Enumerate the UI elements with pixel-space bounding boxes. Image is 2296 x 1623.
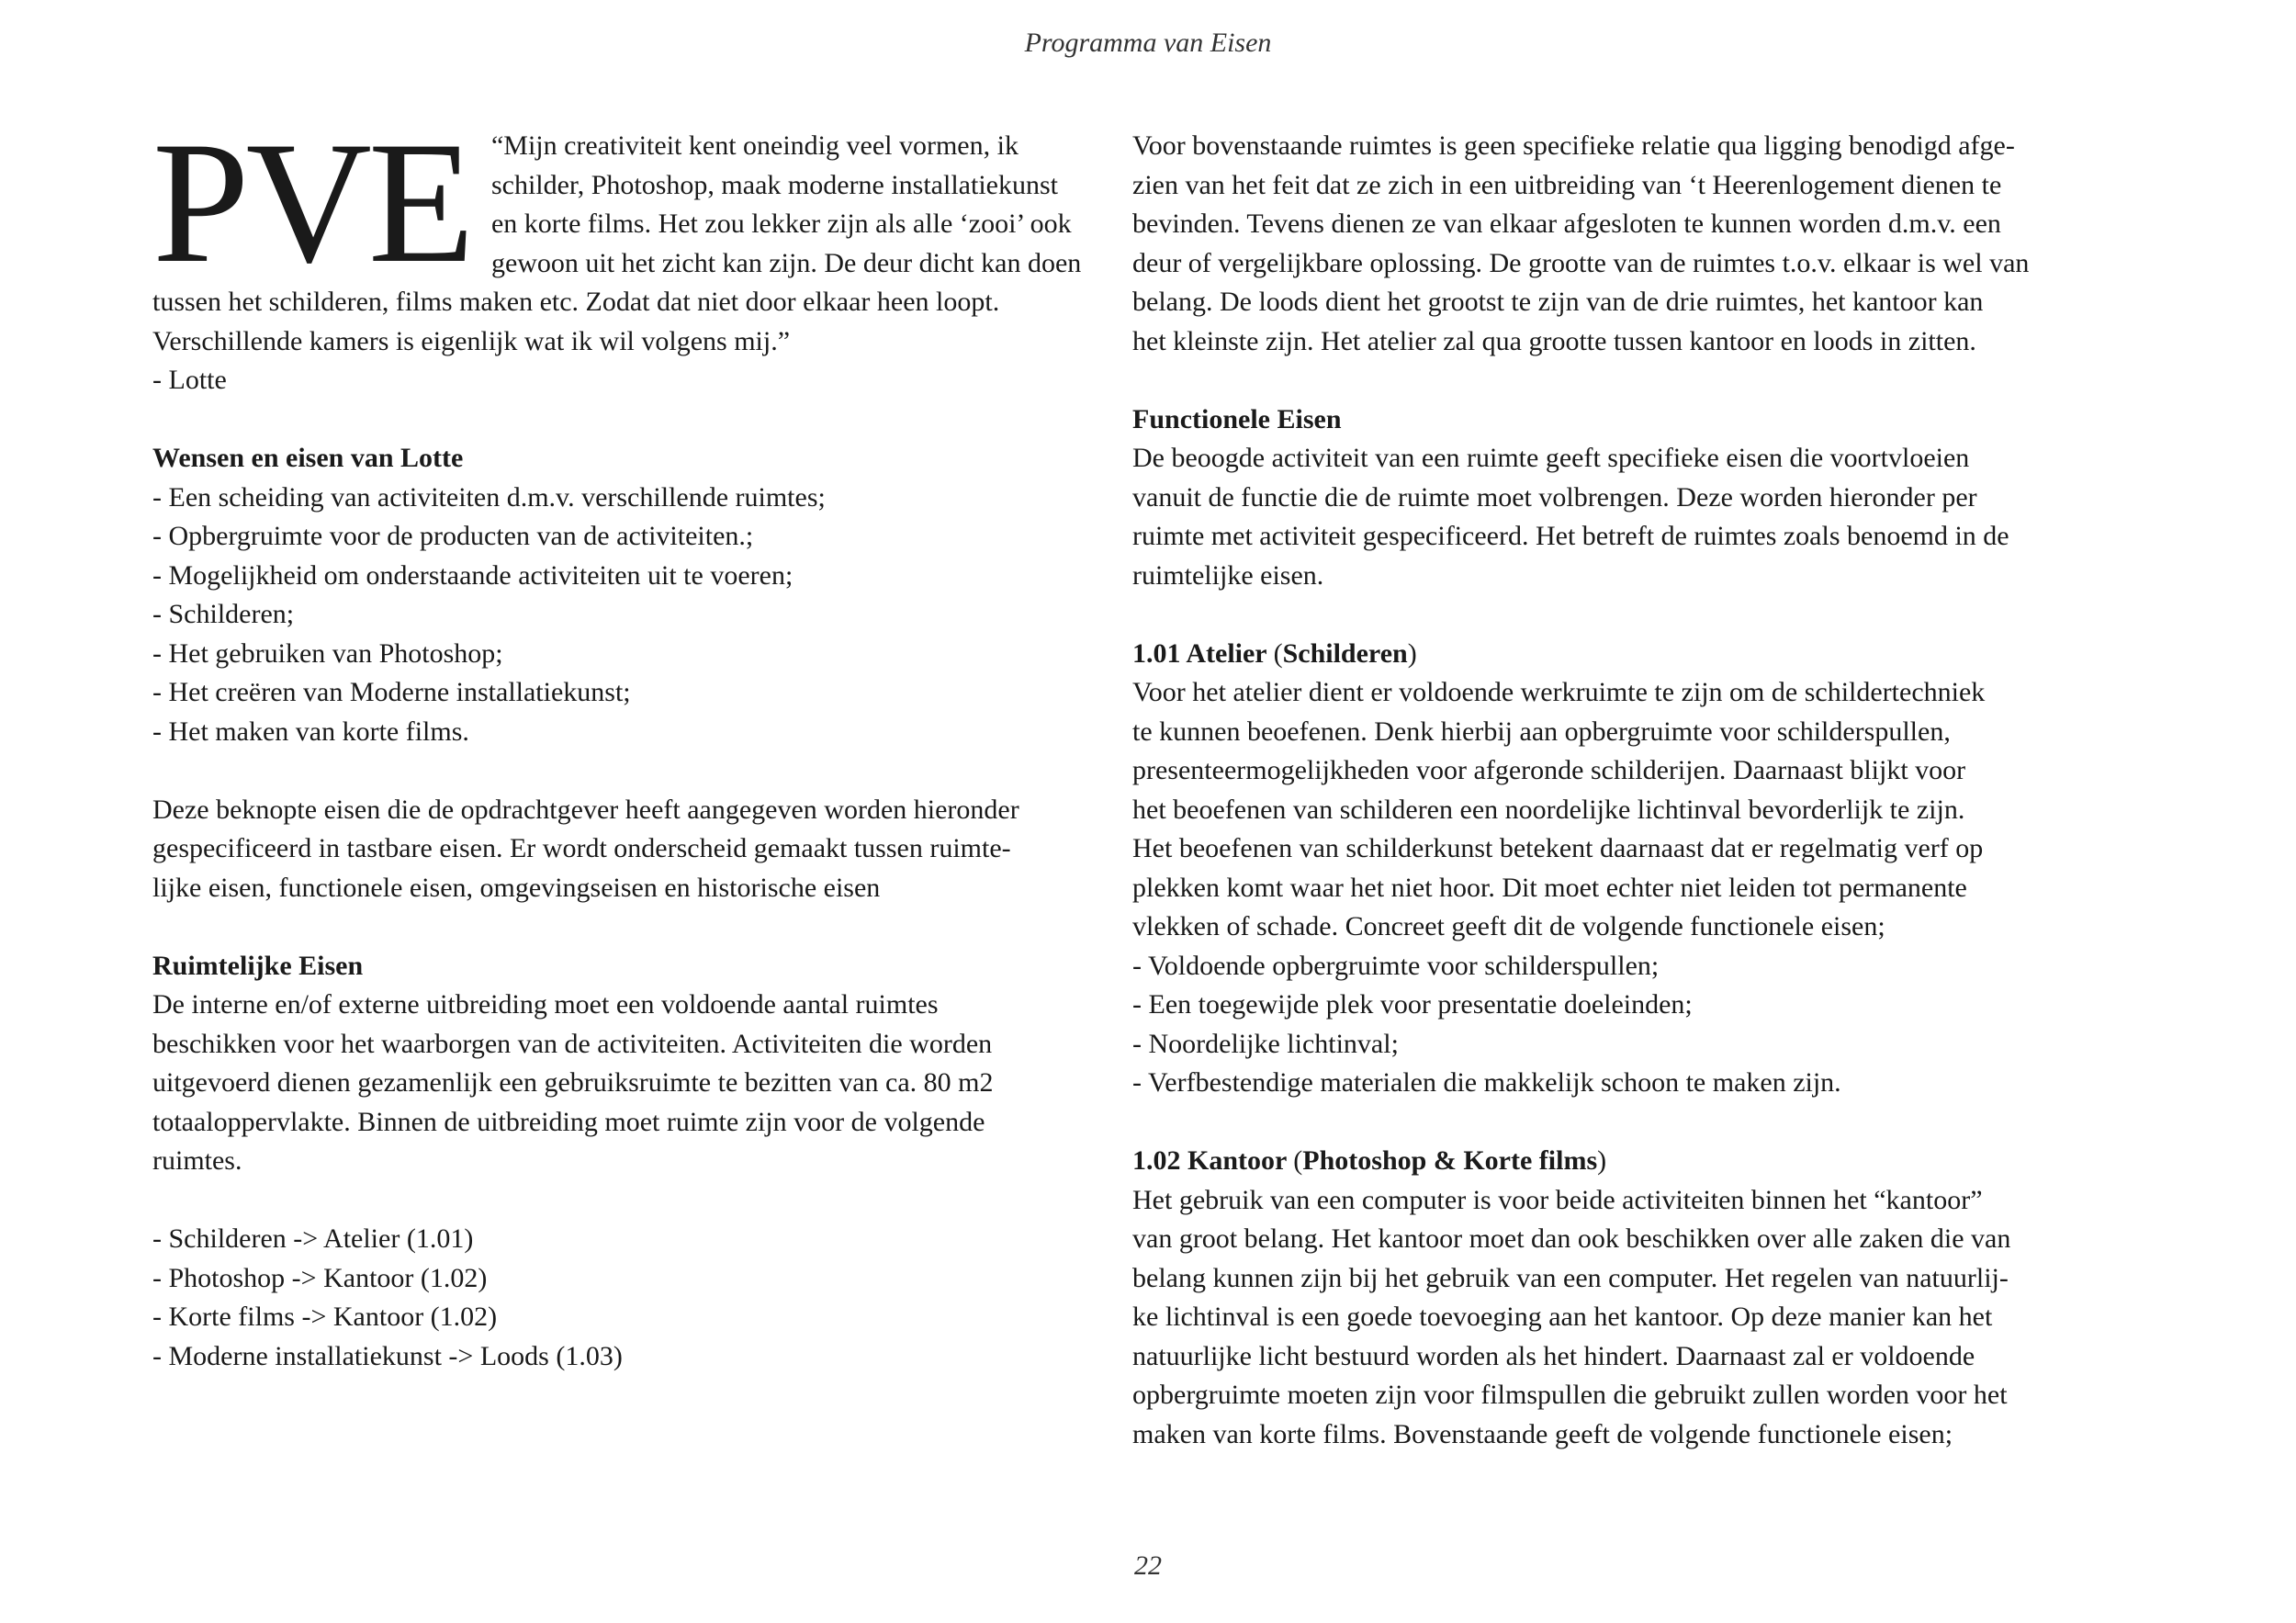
section-heading	[1132, 1142, 2124, 1181]
text-line: het kleinste zijn. Het atelier zal qua grootte tussen kantoor en loods in zitten.	[1132, 325, 1976, 356]
heading-main: 1.02 Kantoor	[1132, 1145, 1294, 1176]
text-line: uitgevoerd dienen gezamenlijk een gebruiksruimte te bezitten van ca. 80 m2	[152, 1067, 994, 1098]
list-item: - Noordelijke lichtinval;	[1132, 1028, 1399, 1059]
list-item: - Het gebruiken van Photoshop;	[152, 637, 503, 669]
right-column	[1132, 127, 2124, 1493]
list-item: - Moderne installatiekunst -> Loods (1.03)	[152, 1340, 623, 1371]
ruimtelijke-eisen-section	[152, 947, 1117, 1181]
text-line: het beoefenen van schilderen een noordelijke lichtinval bevorderlijk te zijn.	[1132, 794, 1965, 825]
heading-main: 1.01 Atelier	[1132, 637, 1274, 669]
quote-line: tussen het schilderen, films maken etc. Zodat dat niet door elkaar heen loopt.	[152, 287, 1000, 317]
text-line: zien van het feit dat ze zich in een uitbreiding van ‘t Heerenlogement dienen te	[1132, 169, 2002, 200]
text-line: Het gebruik van een computer is voor beide activiteiten binnen het “kantoor”	[1132, 1184, 1983, 1215]
text-line: ruimte met activiteit gespecificeerd. Het betreft de ruimtes zoals benoemd in de	[1132, 521, 2009, 551]
functionele-eisen-section	[1132, 400, 2124, 596]
section-heading	[1132, 635, 2124, 674]
quote-line: Verschillende kamers is eigenlijk wat ik wil volgens mij.”	[152, 325, 791, 356]
text-line: Deze beknopte eisen die de opdrachtgever heeft aangegeven worden hieronder	[152, 794, 1019, 825]
text-line: vanuit de functie die de ruimte moet volbrengen. Deze worden hieronder per	[1132, 481, 1977, 513]
paren-open: (	[1293, 1145, 1303, 1176]
text-line: belang. De loods dient het grootst te zijn van de drie ruimtes, het kantoor kan	[1132, 287, 1984, 317]
text-line: lijke eisen, functionele eisen, omgevingseisen en historische eisen	[152, 872, 881, 903]
text-line: maken van korte films. Bovenstaande geeft de volgende functionele eisen;	[1132, 1418, 1953, 1449]
heading-sub: Photoshop & Korte films	[1302, 1145, 1598, 1176]
lotte-quote	[152, 107, 1117, 400]
list-item: - Korte films -> Kantoor (1.02)	[152, 1302, 498, 1332]
relatie-paragraph	[1132, 127, 2124, 361]
text-line: plekken komt waar het niet hoor. Dit moet echter niet leiden tot permanente	[1132, 872, 1967, 903]
running-head: Programma van Eisen	[1024, 28, 1272, 58]
text-line: Voor het atelier dient er voldoende werkruimte te zijn om de schildertechniek	[1132, 677, 1986, 707]
list-item: - Schilderen;	[152, 599, 295, 629]
section-heading: Ruimtelijke Eisen	[152, 950, 364, 981]
quote-line: “Mijn creativiteit kent oneindig veel vormen, ik	[490, 130, 1019, 161]
heading-sub: Schilderen	[1282, 637, 1408, 669]
intro-paragraph	[152, 791, 1117, 908]
text-line: Voor bovenstaande ruimtes is geen specifieke relatie qua ligging benodigd afge-	[1132, 130, 2015, 161]
quote-line: schilder, Photoshop, maak moderne installatiekunst	[490, 169, 1058, 200]
list-item: - Photoshop -> Kantoor (1.02)	[152, 1262, 488, 1293]
section-heading: Wensen en eisen van Lotte	[152, 443, 464, 473]
text-line: te kunnen beoefenen. Denk hierbij aan opbergruimte voor schilderspullen,	[1132, 716, 1951, 747]
text-line: deur of vergelijkbare oplossing. De grootte van de ruimtes t.o.v. elkaar is wel van	[1132, 247, 2030, 278]
text-line: ruimtes.	[152, 1145, 242, 1176]
text-line: De interne en/of externe uitbreiding moet een voldoende aantal ruimtes	[152, 989, 939, 1020]
atelier-section	[1132, 635, 2124, 1103]
paren-close: )	[1407, 637, 1417, 669]
list-item: - Voldoende opbergruimte voor schilderspullen;	[1132, 950, 1660, 981]
text-line: Het beoefenen van schilderkunst betekent daarnaast dat er regelmatig verf op	[1132, 833, 1984, 863]
section-heading: Functionele Eisen	[1132, 403, 1342, 434]
paren-close: )	[1597, 1145, 1607, 1176]
text-line: opbergruimte moeten zijn voor filmspullen die gebruikt zullen worden voor het	[1132, 1380, 2008, 1410]
left-column	[152, 107, 1117, 1415]
kantoor-section	[1132, 1142, 2124, 1454]
list-item: - Het creëren van Moderne installatiekunst;	[152, 677, 631, 707]
text-line: gespecificeerd in tastbare eisen. Er wordt onderscheid gemaakt tussen ruimte-	[152, 833, 1011, 863]
text-line: ruimtelijke eisen.	[1132, 559, 1324, 591]
page-number: 22	[1134, 1550, 1162, 1581]
quote-line: en korte films. Het zou lekker zijn als alle ‘zooi’ ook	[490, 209, 1072, 239]
list-item: - Opbergruimte voor de producten van de activiteiten.;	[152, 521, 754, 551]
text-line: presenteermogelijkheden voor afgeronde schilderijen. Daarnaast blijkt voor	[1132, 755, 1966, 785]
text-line: totaaloppervlakte. Binnen de uitbreiding moet ruimte zijn voor de volgende	[152, 1106, 985, 1137]
paren-open: (	[1273, 637, 1283, 669]
list-item: - Een scheiding van activiteiten d.m.v. verschillende ruimtes;	[152, 481, 826, 513]
text-line: belang kunnen zijn bij het gebruik van een computer. Het regelen van natuurlij-	[1132, 1262, 2009, 1293]
quote-attribution: - Lotte	[152, 365, 227, 395]
text-line: ke lichtinval is een goede toevoeging aan het kantoor. Op deze manier kan het	[1132, 1302, 1993, 1332]
text-line: beschikken voor het waarborgen van de activiteiten. Activiteiten die worden	[152, 1028, 993, 1059]
wensen-section	[152, 439, 1117, 751]
list-item: - Verfbestendige materialen die makkelijk schoon te maken zijn.	[1132, 1067, 1841, 1098]
text-line: van groot belang. Het kantoor moet dan ook beschikken over alle zaken die van	[1132, 1223, 2011, 1254]
quote-line: gewoon uit het zicht kan zijn. De deur dicht kan doen	[490, 247, 1082, 278]
list-item: - Het maken van korte films.	[152, 716, 469, 747]
text-line: vlekken of schade. Concreet geeft dit de volgende functionele eisen;	[1132, 911, 1885, 941]
list-item: - Mogelijkheid om onderstaande activiteiten uit te voeren;	[152, 559, 793, 591]
text-line: De beoogde activiteit van een ruimte geeft specifieke eisen die voortvloeien	[1132, 443, 1970, 473]
ruimtes-list	[152, 1220, 1117, 1376]
list-item: - Een toegewijde plek voor presentatie doeleinden;	[1132, 989, 1693, 1020]
text-line: bevinden. Tevens dienen ze van elkaar afgesloten te kunnen worden d.m.v. een	[1132, 209, 2001, 239]
text-line: natuurlijke licht bestuurd worden als het hindert. Daarnaast zal er voldoende	[1132, 1340, 1975, 1371]
dropcap-pve: PVE	[152, 107, 471, 299]
list-item: - Schilderen -> Atelier (1.01)	[152, 1223, 474, 1254]
